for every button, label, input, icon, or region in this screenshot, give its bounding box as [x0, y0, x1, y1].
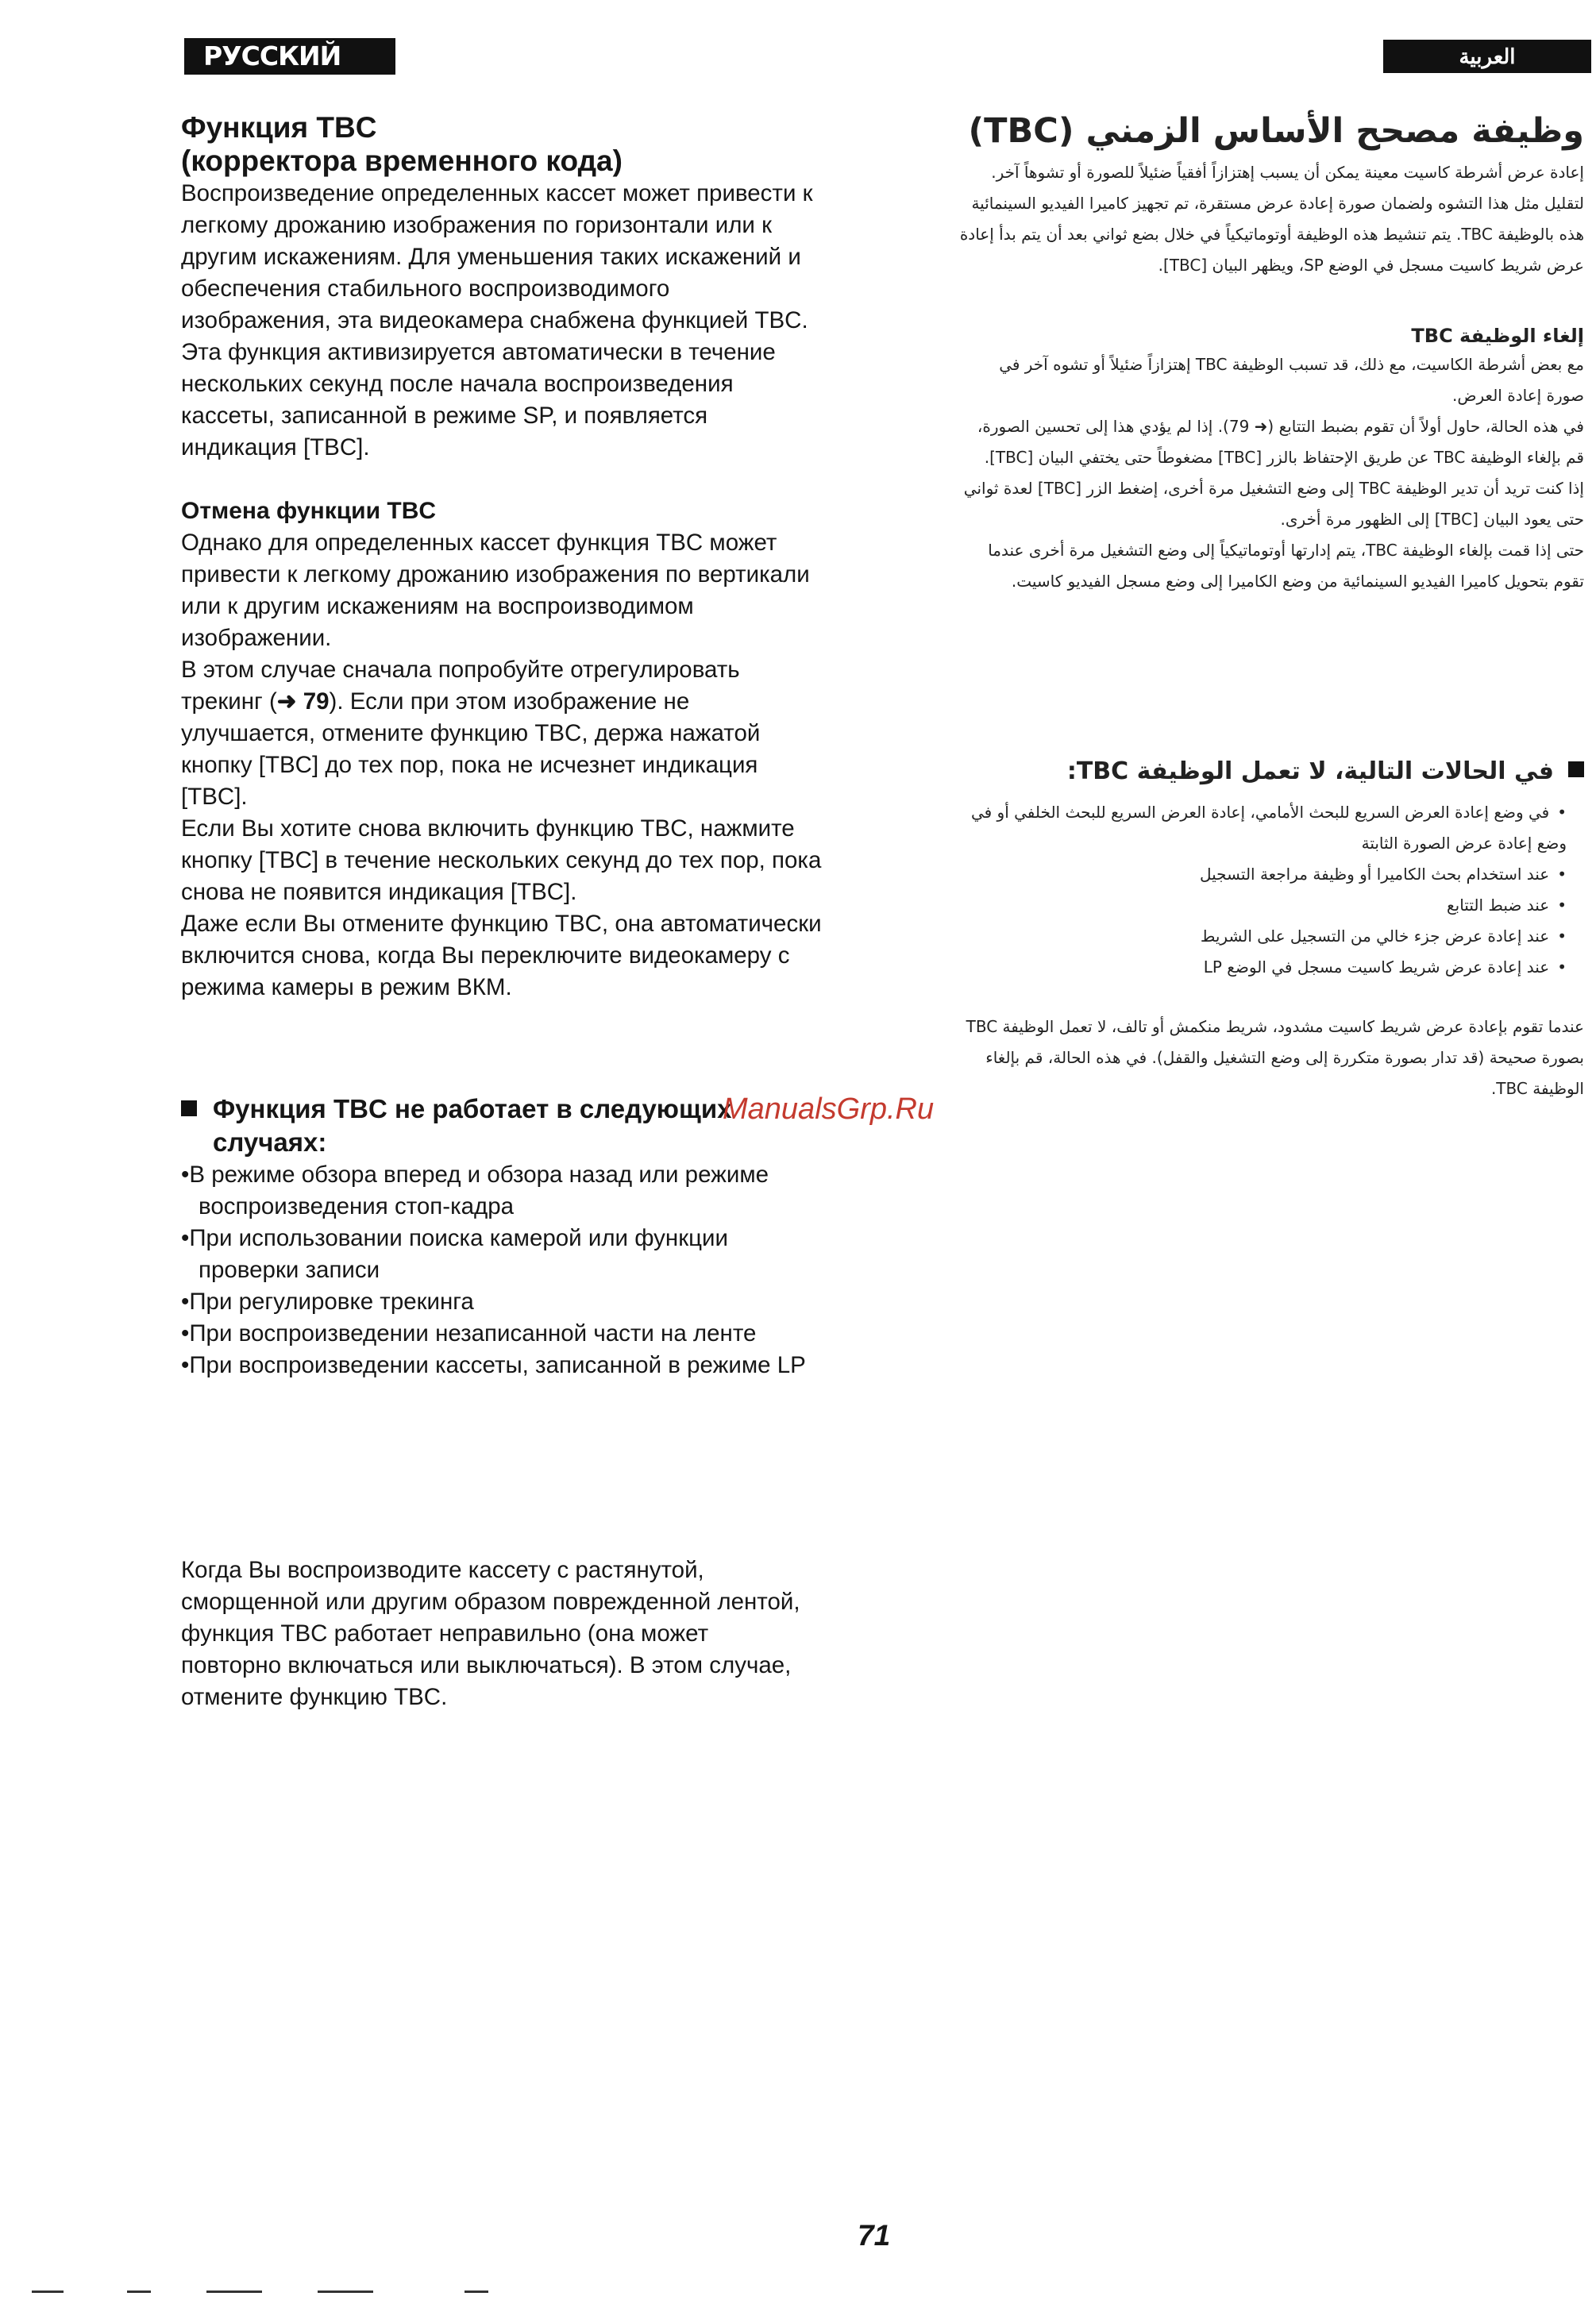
ar-bullet-list [959, 797, 1584, 983]
list-item: •При использовании поиска камерой или функции проверки записи [181, 1225, 728, 1283]
list-item [959, 890, 1567, 921]
ru-cancel-paragraph-4: Даже если Вы отмените функцию TBC, она автоматически включится снова, когда Вы переключите видеокамеру с режима камеры в режим ВКМ. [181, 911, 822, 1000]
ar-not-work-section [959, 754, 1584, 1104]
footer-divider [206, 2291, 262, 2293]
ru-cancel-p2-suffix: ). Если при этом изображение не улучшается, отмените функцию TBC, держа нажатой кнопку [TBC] до тех пор, пока не исчезнет индикация [TBC]. [181, 688, 761, 810]
ar-cancel-paragraph-4: حتى إذا قمت بإلغاء الوظيفة TBC، يتم إدارتها أوتوماتيكياً إلى وضع التشغيل مرة أخرى عندما تقوم بتحويل كاميرا الفيديو السينمائية من وضع الكاميرا إلى وضع مسجل الفيديو كاسيت. [988, 541, 1584, 591]
list-item-text: При регулировке трекинга [189, 1289, 474, 1315]
ru-title-line1: Функция TBC [181, 111, 377, 144]
list-item [959, 952, 1567, 983]
ru-intro-paragraph: Воспроизведение определенных кассет может привести к легкому дрожанию изображения по горизонтали или к другим искажениям. Для уменьшения таких искажений и обеспечения стабильного воспроизводимого изображения, эта видеокамера снабжена функцией TBC. Эта функция активизируется автоматически в течение нескольких секунд после начала воспроизведения кассеты, записанной в режиме SP, и появляется индикация [TBC]. [181, 180, 813, 460]
ar-closing-paragraph: عندما تقوم بإعادة عرض شريط كاسيت مشدود، شريط منكمش أو تالف، لا تعمل الوظيفة TBC بصورة صحيحة (قد تدار بصورة متكررة إلى وضع التشغيل والقفل). في هذه الحالة، قم بإلغاء الوظيفة TBC. [966, 1017, 1584, 1098]
ar-cancel-heading: إلغاء الوظيفة TBC [1411, 325, 1584, 347]
ru-section-tbc [181, 111, 824, 1004]
list-item [959, 797, 1567, 859]
square-bullet-icon [1568, 761, 1584, 777]
footer-divider [127, 2291, 151, 2293]
list-item-text: В режиме обзора вперед и обзора назад или режиме воспроизведения стоп-кадра [189, 1162, 769, 1219]
list-item-text: عند إعادة عرض شريط كاسيت مسجل في الوضع LP [1203, 957, 1550, 977]
footer-divider [318, 2291, 373, 2293]
list-item: •В режиме обзора вперед и обзора назад или режиме воспроизведения стоп-кадра [181, 1162, 769, 1219]
list-item-text: При воспроизведении незаписанной части на ленте [189, 1320, 757, 1347]
square-bullet-icon [181, 1100, 197, 1116]
watermark: ManualsGrp.Ru [723, 1092, 935, 1126]
ru-cancel-heading: Отмена функции TBC [181, 498, 437, 524]
ru-not-work-section [181, 1092, 824, 1381]
ar-cancel-paragraph-3: إذا كنت تريد أن تدير الوظيفة TBC إلى وضع التشغيل مرة أخرى، إضغط الزر [TBC] لعدة ثواني حتى يعود البيان [TBC] إلى الظهور مرة أخرى. [963, 479, 1584, 529]
ru-title-line2: (корректора временного кода) [181, 144, 623, 177]
ru-cancel-paragraph-2 [181, 654, 824, 813]
ar-intro-paragraph: إعادة عرض أشرطة كاسيت معينة يمكن أن يسبب إهتزازاً أفقياً ضئيلاً للصورة أو تشوهاً آخر. لتقليل مثل هذا التشوه ولضمان صورة إعادة عرض مستقرة، تم تجهيز كاميرا الفيديو السينمائية هذه بالوظيفة TBC. يتم تنشيط هذه الوظيفة أوتوماتيكياً في خلال بضع ثواني بعد أن يتم بدأ إعادة عرض شريط كاسيت مسجل في الوضع SP، ويظهر البيان [TBC]. [959, 163, 1584, 275]
ru-not-work-heading-line2: случаях: [213, 1127, 327, 1157]
footer-divider [32, 2291, 64, 2293]
ru-cancel-paragraph-3: Если Вы хотите снова включить функцию TBC, нажмите кнопку [TBC] в течение нескольких секунд до тех пор, пока снова не появится индикация [TBC]. [181, 815, 822, 905]
list-item-text: При воспроизведении кассеты, записанной в режиме LP [189, 1352, 806, 1378]
ru-closing-paragraph [181, 1555, 808, 1713]
footer-divider [465, 2291, 488, 2293]
list-item: •При регулировке трекинга [181, 1289, 474, 1315]
list-item [959, 921, 1567, 952]
list-item: •При воспроизведении незаписанной части на ленте [181, 1320, 757, 1347]
ar-title: وظيفة مصحح الأساس الزمني (TBC) [968, 111, 1584, 151]
ru-cancel-paragraph-1: Однако для определенных кассет функция TBC может привести к легкому дрожанию изображения по вертикали или к другим искажениям на воспроизводимом изображении. [181, 530, 810, 651]
ru-closing-text: Когда Вы воспроизводите кассету с растянутой, сморщенной или другим образом поврежденной лентой, функция TBC работает неправильно (она может повторно включаться или выключаться). В этом случае, отмените функцию TBC. [181, 1557, 800, 1710]
ar-not-work-heading-text: في الحالات التالية، لا تعمل الوظيفة TBC: [1066, 757, 1554, 785]
ar-not-work-heading [959, 754, 1584, 789]
list-item-text: عند إعادة عرض جزء خالي من التسجيل على الشريط [1200, 927, 1550, 946]
list-item: •При воспроизведении кассеты, записанной в режиме LP [181, 1352, 806, 1378]
russian-language-tab: РУССКИЙ ЯЗЫК [184, 38, 395, 75]
list-item-text: عند ضبط التتابع [1446, 896, 1550, 915]
list-item-text: في وضع إعادة العرض السريع للبحث الأمامي، إعادة العرض السريع للبحث الخلفي أو في وضع إعادة عرض الصورة الثابتة [970, 803, 1567, 853]
ru-not-work-heading-line1: Функция TBC не работает в следующих [213, 1094, 732, 1123]
list-item-text: При использовании поиска камерой или функции проверки записи [189, 1225, 728, 1283]
page-number: 71 [858, 2219, 891, 2252]
arabic-language-tab: العربية [1383, 40, 1591, 73]
ar-cancel-paragraph-1: مع بعض أشرطة الكاسيت، مع ذلك، قد تسبب الوظيفة TBC إهتزازاً ضئيلاً أو تشوه آخر في صورة إعادة العرض. [999, 355, 1584, 405]
ru-cancel-p2-prefix: В этом случае сначала попробуйте отрегулировать трекинг ( [181, 657, 740, 715]
ru-bullet-list [181, 1159, 824, 1381]
list-item-text: عند استخدام بحث الكاميرا أو وظيفة مراجعة التسجيل [1199, 865, 1550, 884]
ar-section-tbc [959, 110, 1584, 597]
list-item [959, 859, 1567, 890]
page-reference-link: ➜ 79 [276, 688, 330, 715]
ar-cancel-paragraph-2: في هذه الحالة، حاول أولاً أن تقوم بضبط التتابع (➜ 79). إذا لم يؤدي هذا إلى تحسين الصورة، قم بإلغاء الوظيفة TBC عن طريق الإحتفاظ بالزر [TBC] مضغوطاً حتى يختفي البيان [TBC]. [977, 417, 1584, 467]
